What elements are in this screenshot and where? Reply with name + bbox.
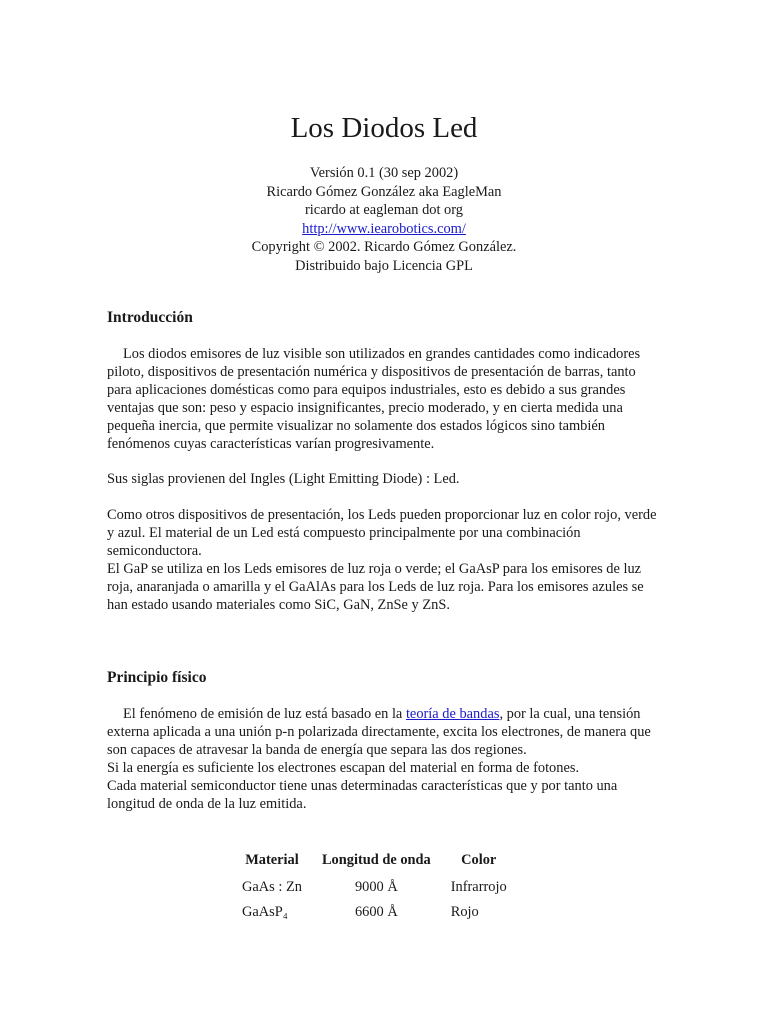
principle-paragraph-2: Si la energía es suficiente los electrones escapan del material en forma de fotones. [107,760,580,776]
email-line: ricardo at eagleman dot org [305,202,463,219]
license-line: Distribuido bajo Licencia GPL [295,257,473,274]
header-color: Color [461,851,497,868]
principle-paragraph-3: Cada material semiconductor tiene unas determinadas características que y por tanto una longitud de onda de la luz emitida. [107,778,618,812]
materials-table [232,849,517,925]
header-material: Material [245,851,299,868]
document-title: Los Diodos Led [290,112,478,144]
material-cell: GaAs : Zn [242,878,302,895]
version-line: Versión 0.1 (30 sep 2002) [309,165,459,181]
table-row [232,875,517,900]
intro-paragraph-1 [107,346,663,453]
website-line [0,220,768,239]
intro-heading: Introducción [107,309,193,326]
intro-paragraph-1-text: Los diodos emisores de luz visible son utilizados en grandes cantidades como indicadores piloto, dispositivos de presentación numérica y dispositivos de presentación de barras, tanto para aplicaciones domésticas como para equipos industriales, esto es debido a sus grandes ventajas que son: peso y espacio insignificantes, precio moderado, y en cierta medida una pequeña inercia, que permite visualizar no solamente dos estados lógicos sino también fenómenos cuyas características varían progresivamente. [107,346,641,452]
copyright-line: Copyright © 2002. Ricardo Gómez González. [251,239,517,256]
intro-paragraph-3: Como otros dispositivos de presentación, los Leds pueden proporcionar luz en color rojo, verde y azul. El material de un Led está compuesto principalmente por una combinación semiconductora. [107,507,657,559]
color-cell: Infrarrojo [450,878,507,895]
intro-paragraph-4: El GaP se utiliza en los Leds emisores de luz roja o verde; el GaAsP para los emisores de luz roja, anaranjada o amarilla y el GaAlAs para los Leds de luz roja. Para los emisores azules se han estado usando materiales como SiC, GaN, ZnSe y ZnS. [107,561,644,613]
band-theory-link[interactable]: teoría de bandas [405,706,500,722]
wavelength-cell: 9000 Å [354,878,398,895]
principle-heading: Principio físico [107,669,207,686]
material-cell: GaAsP₄ [242,903,288,920]
website-link[interactable]: http://www.iearobotics.com/ [302,220,466,237]
principle-paragraph-1 [107,706,663,760]
principle-text-before-link: El fenómeno de emisión de luz está basado en la [123,706,406,722]
author-line: Ricardo Gómez González aka EagleMan [266,183,502,200]
intro-paragraph-2: Sus siglas provienen del Ingles (Light Emitting Diode) : Led. [107,471,460,487]
color-cell: Rojo [450,903,479,920]
table-row [232,900,517,925]
document-meta [0,164,768,276]
principle-text-after-link: , por la cual, una tensión externa aplicada a una unión p-n polarizada directamente, excita los electrones, de manera que son capaces de atravesar la banda de energía que separa las dos regiones. [107,706,651,758]
header-wavelength: Longitud de onda [321,851,431,868]
table-header-row [232,849,517,875]
wavelength-cell: 6600 Å [354,903,398,920]
